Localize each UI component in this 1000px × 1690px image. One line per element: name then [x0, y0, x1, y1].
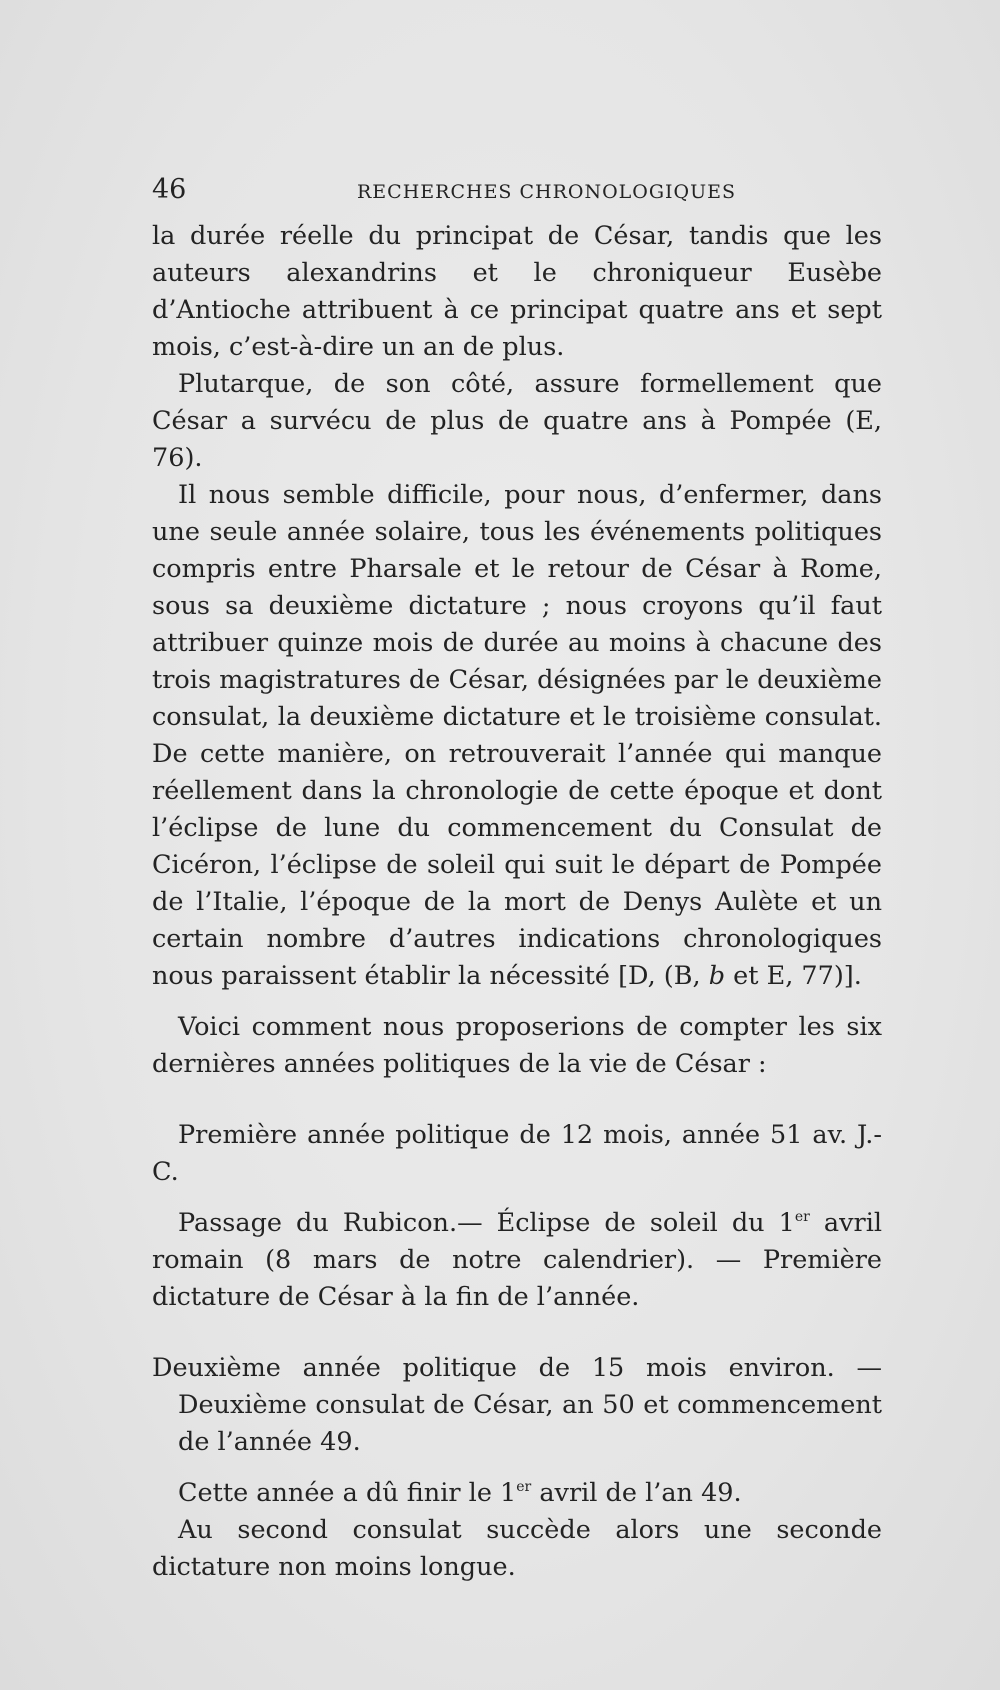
paragraph-text: Cette année a dû finir le 1 [178, 1478, 517, 1508]
superscript: er [794, 1209, 810, 1225]
paragraph-text: Passage du Rubicon.— Éclipse de soleil du 1 [178, 1208, 795, 1238]
paragraph: Voici comment nous proposerions de compter les six dernières années politiques de la vie de César : [152, 1012, 882, 1079]
paragraph: Première année politique de 12 mois, année 51 av. J.-C. [152, 1120, 882, 1187]
running-title: RECHERCHES CHRONOLOGIQUES [357, 181, 737, 203]
page-number: 46 [152, 174, 187, 205]
paragraph-text: Il nous semble difficile, pour nous, d’enfermer, dans une seule année solaire, tous les événements politiques compris entre Pharsale et le retour de César à Rome, sous sa deuxième dictature ; nous croyons qu’il faut attribuer quinze mois de durée au moins à chacune des trois magistratures de César, désignées par le deuxième consulat, la deuxième dictature et le troisième consulat. De cette manière, on retrouverait l’année qui manque réellement dans la chronologie de cette époque et dont l’éclipse de lune du commencement du Consulat de Cicéron, l’éclipse de soleil qui suit le départ de Pompée de l’Italie, l’époque de la mort de Denys Aulète et un certain nombre d’autres indications chronologiques nous paraissent établir la nécessité [D, (B, [152, 480, 882, 991]
paragraph: Au second consulat succède alors une seconde dictature non moins longue. [152, 1515, 882, 1582]
italic-reference: b [708, 961, 726, 991]
body-text [152, 218, 882, 1586]
paragraph-text-end: et E, 77)]. [733, 961, 862, 991]
paragraph: Plutarque, de son côté, assure formellement que César a survécu de plus de quatre ans à Pompée (E, 76). [152, 369, 882, 473]
paragraph: Deuxième année politique de 15 mois environ. — Deuxième consulat de César, an 50 et commencement de l’année 49. [152, 1353, 882, 1457]
paragraph-text-end: avril romain (8 mars de notre calendrier). — Première dictature de César à la fin de l’année. [152, 1208, 883, 1312]
superscript: er [516, 1479, 532, 1495]
paragraph [152, 477, 882, 995]
paragraph: la durée réelle du principat de César, tandis que les auteurs alexandrins et le chroniqueur Eusèbe d’Antioche attribuent à ce principat quatre ans et sept mois, c’est-à-dire un an de plus. [152, 221, 882, 362]
paragraph-text-end: avril de l’an 49. [539, 1478, 742, 1508]
paragraph [152, 1205, 882, 1316]
paragraph [152, 1475, 882, 1512]
page-header [152, 170, 882, 210]
